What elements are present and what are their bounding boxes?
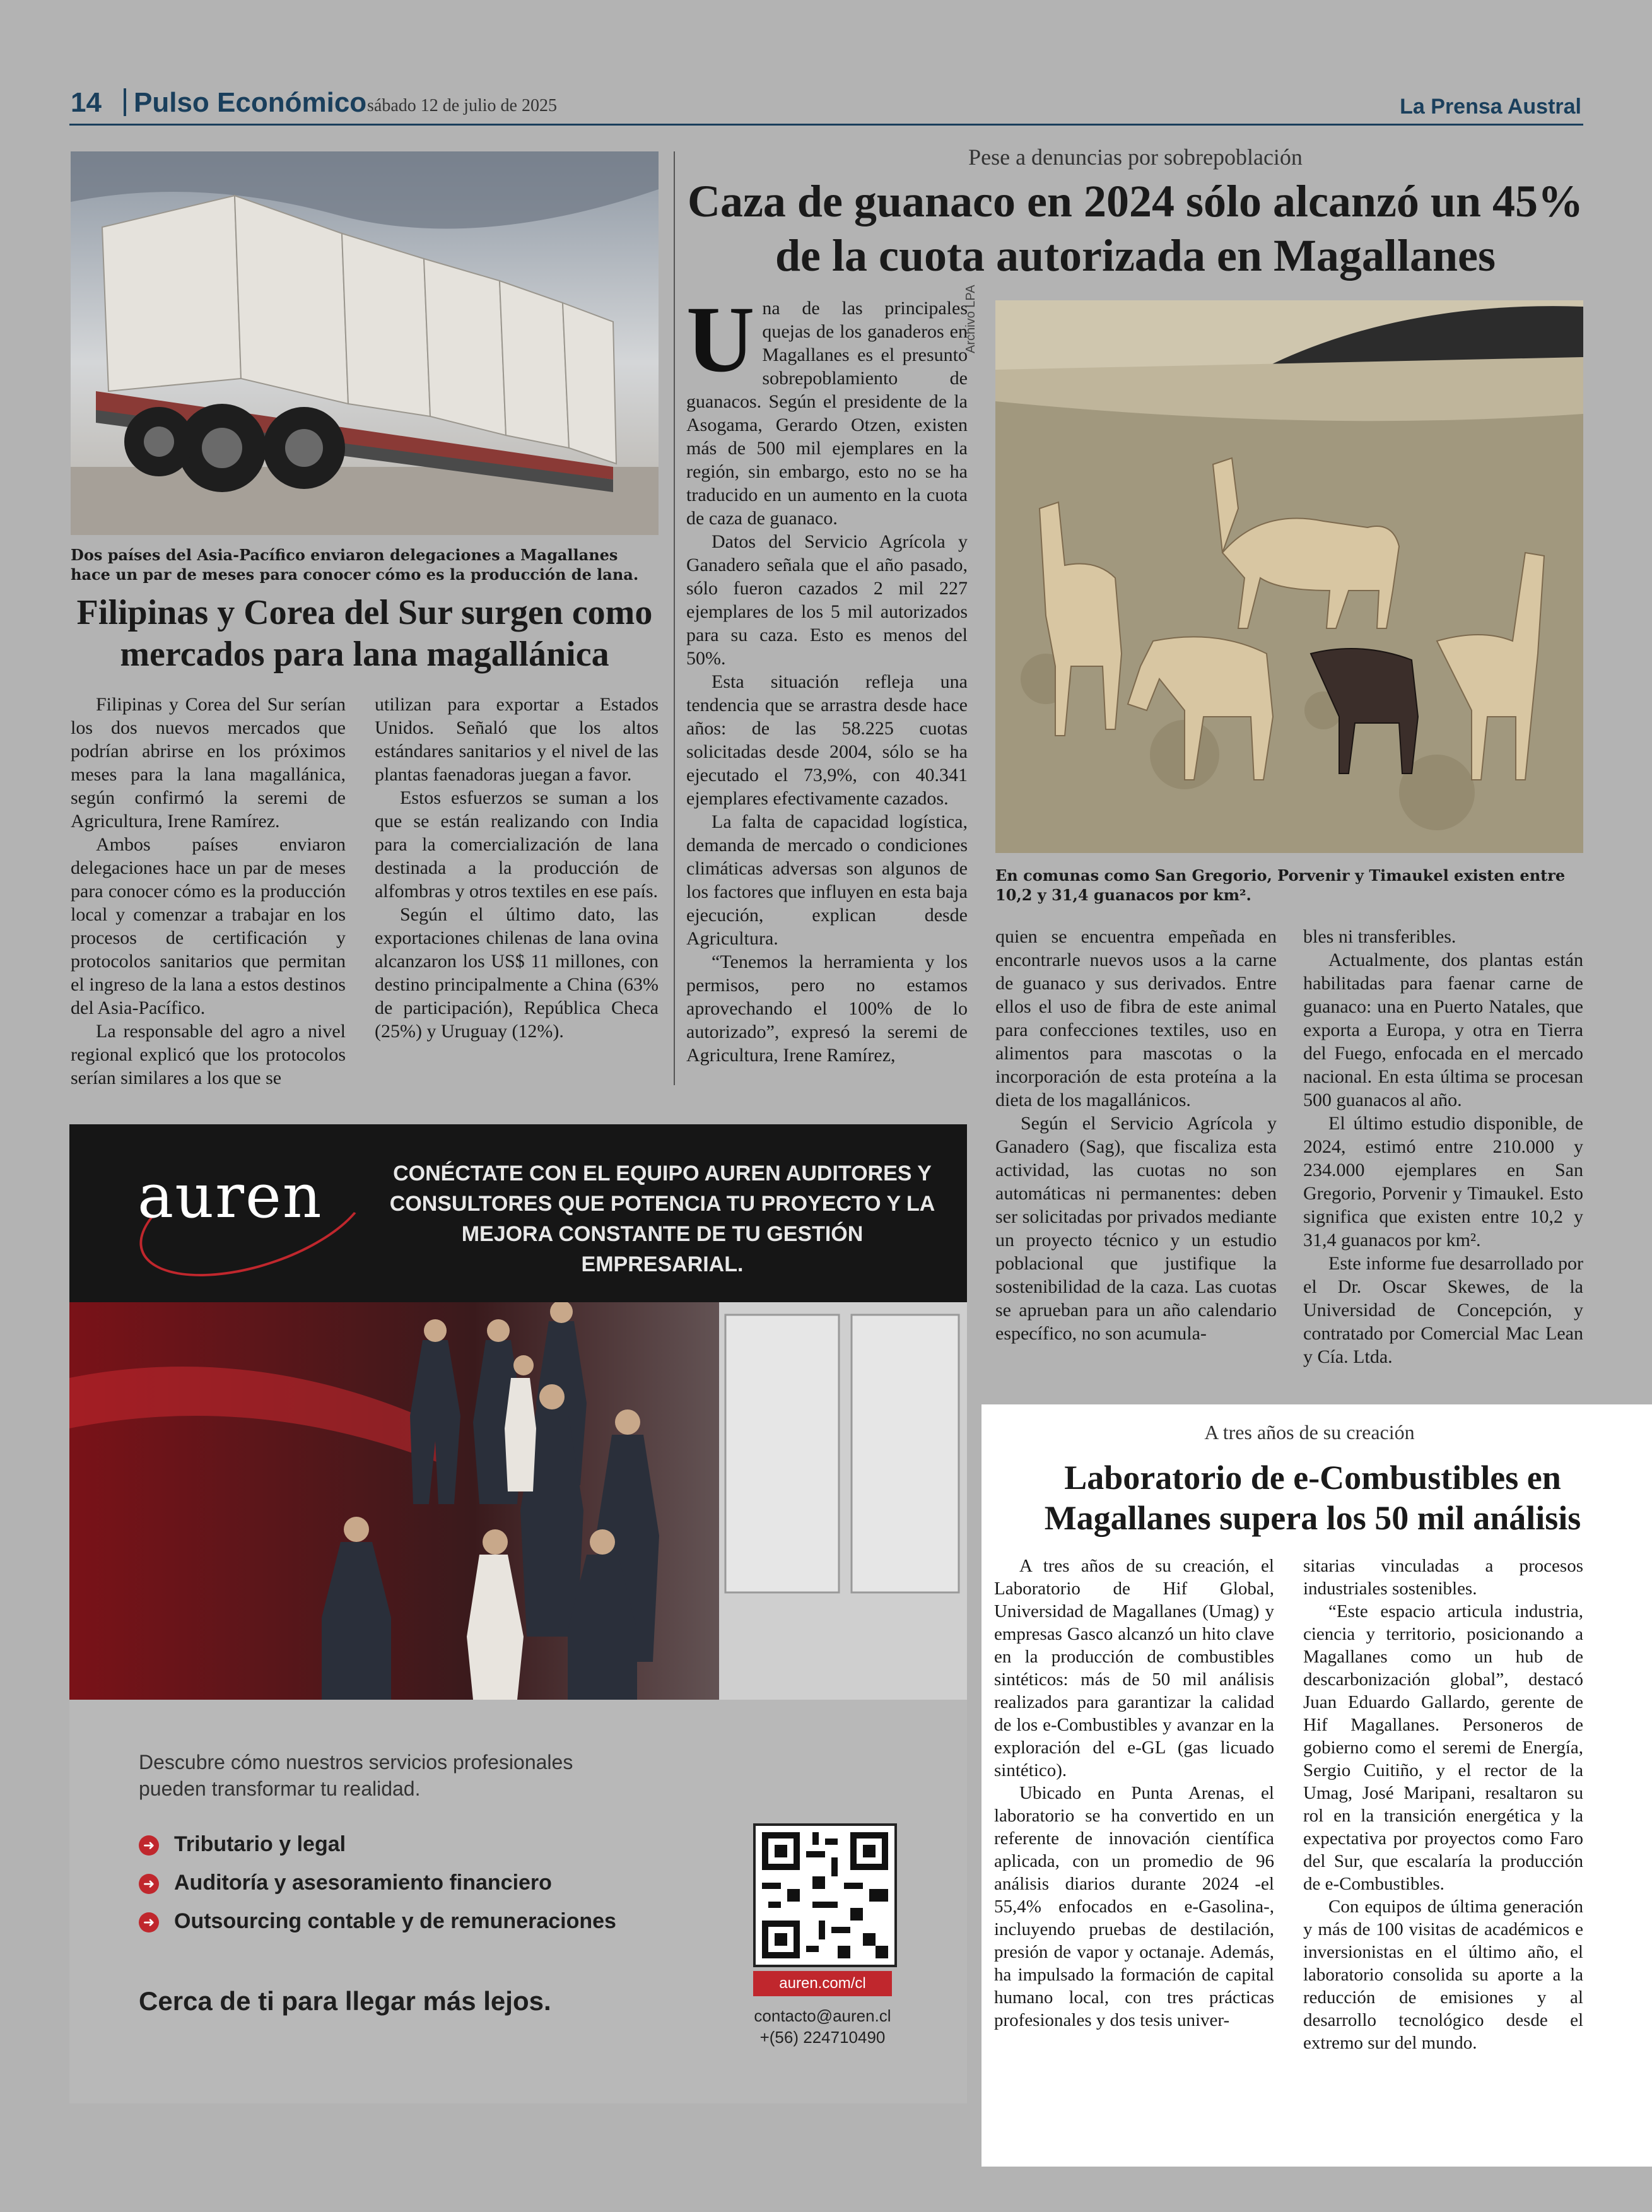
paragraph: “Este espacio articula industria, ciencia y territorio, posicionando a Magallanes como un hub de descarbonización global”, destacó Juan Eduardo Gallardo, gerente de Hif Magallanes. Personeros de gobierno como el seremi de Energía, Sergio Cuitiño, y el rector de la Umag, José Maripani, resaltaron su rol en la transición energética y la expectativa por proyectos como Faro del Sur, que escalaría la producción de e-Combustibles. (1303, 1601, 1583, 1894)
publication-name: La Prensa Austral (1400, 95, 1581, 119)
paragraph: Datos del Servicio Agrícola y Ganadero señala que el año pasado, sólo fueron cazados 2 mil 227 ejemplares de los 5 mil autorizados para su caza. Esto es menos del 50%. (686, 531, 968, 669)
paragraph: La responsable del agro a nivel regional explicó que los protocolos serían similares a los que se (71, 1021, 346, 1088)
arrow-right-icon: ➜ (139, 1912, 159, 1933)
service-item (139, 1832, 616, 1857)
wool-photo-caption: Dos países del Asia-Pacífico enviaron delegaciones a Magallanes hace un par de meses para conocer cómo es la producción de lana. (71, 546, 639, 584)
arrow-right-icon: ➜ (139, 1835, 159, 1856)
service-item (139, 1871, 616, 1895)
guanaco-article-col1 (686, 287, 968, 1067)
contact-phone: +(56) 224710490 (759, 2028, 886, 2047)
service-label: Auditoría y asesoramiento financiero (174, 1871, 552, 1895)
paragraph: utilizan para exportar a Estados Unidos. Señaló que los altos estándares sanitarios y el nivel de las plantas faenadoras juegan a favor. (375, 694, 659, 785)
paragraph: Según el Servicio Agrícola y Ganadero (Sag), que fiscaliza esta actividad, las cuotas no son automáticas ni permanentes: deben ser solicitadas por privados mediante un proyecto técnico y un estudio poblacional que justifique la sostenibilidad de la caza. Las cuotas se aprueban para un año calendario específico, no son acumula- (995, 1113, 1277, 1344)
paragraph: quien se encuentra empeñada en encontrarle nuevos usos a la carne de guanaco y sus derivados. Entre ellos el uso de fibra de este animal para confecciones textiles, uso en alimentos para mascotas o la incorporación de esta proteína a la dieta de los magallánicos. (995, 926, 1277, 1110)
paragraph: bles ni transferibles. (1303, 926, 1456, 947)
paragraph: Ambos países enviaron delegaciones hace un par de meses para conocer cómo es la producción local y comenzar a trabajar en los procesos de certificación y protocolos sanitarios que permitan el ingreso de la lana a estos destinos del Asia-Pacífico. (71, 834, 346, 1018)
paragraph: Ubicado en Punta Arenas, el laboratorio se ha convertido en un referente de innovación científica aplicada, con un promedio de 96 análisis diarios durante 2024 -el 55,4% enfocados en e-Gasolina-, incluyendo pruebas de destilación, presión de vapor y octanaje. Además, ha impulsado la formación de capital humano local, con tres prácticas profesionales y dos tesis univer- (994, 1783, 1274, 2030)
paragraph: na de las principales quejas de los ganaderos en Magallanes es el presunto sobrepoblamiento de guanacos. Según el presidente de la Asogama, Gerardo Otzen, existen más de 500 mil ejemplares en la región, sin embargo, esto no se ha traducido en un aumento en la cuota de caza de guanaco. (686, 298, 968, 529)
paragraph: El último estudio disponible, de 2024, estimó entre 210.000 y 234.000 ejemplares en San Gregorio, Porvenir y Timaukel. Esto significa que existen entre 10,2 y 31,4 guanacos por km². (1303, 1113, 1583, 1250)
service-label: Tributario y legal (174, 1832, 346, 1856)
arrow-right-icon: ➜ (139, 1874, 159, 1894)
paragraph: Este informe fue desarrollado por el Dr. Oscar Skewes, de la Universidad de Concepción, y contratado por Comercial Mac Lean y Cía. Ltda. (1303, 1253, 1583, 1367)
page-number: 14 (71, 87, 102, 118)
masthead-divider (124, 88, 126, 116)
website-button[interactable]: auren.com/cl (753, 1971, 892, 1996)
issue-date: sábado 12 de julio de 2025 (367, 96, 557, 115)
section-title: Pulso Económico (134, 87, 367, 118)
qr-code[interactable] (753, 1823, 897, 1967)
paragraph: Según el último dato, las exportaciones chilenas de lana ovina alcanzaron los US$ 11 millones, con destino principalmente a China (63% de participación), República Checa (25%) y Uruguay (12%). (375, 904, 659, 1042)
guanaco-photo (995, 300, 1583, 853)
guanaco-photo-credit: Archivo LPA (964, 285, 978, 353)
wool-truck-photo (71, 151, 659, 535)
ad-slogan: Cerca de ti para llegar más lejos. (139, 1986, 551, 2016)
guanaco-kicker: Pese a denuncias por sobrepoblación (968, 144, 1303, 170)
paragraph: La falta de capacidad logística, demanda de mercado o condiciones climáticas adversas son algunos de los factores que influyen en esta baja ejecución, explican desde Agricultura. (686, 811, 968, 949)
paragraph: sitarias vinculadas a procesos industriales sostenibles. (1303, 1556, 1583, 1599)
ad-tagline: CONÉCTATE CON EL EQUIPO AUREN AUDITORES Y CONSULTORES QUE POTENCIA TU PROYECTO Y LA MEJORA CONSTANTE DE TU GESTIÓN EMPRESARIAL. (389, 1162, 935, 1276)
contact-email[interactable]: contacto@auren.cl (754, 2006, 891, 2025)
lab-article-col2 (1303, 1555, 1583, 2054)
column-rule (674, 151, 675, 1085)
wool-article-col1 (71, 693, 346, 1090)
auren-logo: auren (138, 1161, 323, 1232)
wool-headline: Filipinas y Corea del Sur surgen como mercados para lana magallánica (76, 593, 653, 674)
ad-intro-text: Descubre cómo nuestros servicios profesionales pueden transformar tu realidad. (139, 1751, 573, 1800)
paragraph: Estos esfuerzos se suman a los que se están realizando con India para la comercialización de lana destinada a la producción de alfombras y otros textiles en ese país. (375, 787, 659, 902)
paragraph: Esta situación refleja una tendencia que se arrastra desde hace años: de las 58.225 cuotas solicitadas desde 2004, sólo se ha ejecutado el 73,9%, con 40.341 ejemplares efectivamente cazados. (686, 671, 968, 809)
paragraph: Filipinas y Corea del Sur serían los dos nuevos mercados que podrían abrirse en los próximos meses para la lana magallánica, según confirmó la seremi de Agricultura, Irene Ramírez. (71, 694, 346, 832)
service-list (139, 1832, 616, 1934)
paragraph: Con equipos de última generación y más de 100 visitas de académicos e inversionistas en el último año, el laboratorio consolida su aporte a la reducción de emisiones y al desarrollo tecnológico desde el extremo sur del mundo. (1303, 1897, 1583, 2053)
paragraph: A tres años de su creación, el Laboratorio de Hif Global, Universidad de Magallanes (Umag) y empresas Gasco alcanzó un hito clave en la producción de combustibles sintéticos: más de 50 mil análisis realizados para garantizar la calidad de los e-Combustibles y avanzar en la exploración del e-GL (gas licuado sintético). (994, 1556, 1274, 1780)
guanaco-article-col2 (995, 925, 1277, 1345)
guanaco-article-col3 (1303, 925, 1583, 1368)
guanaco-headline: Caza de guanaco en 2024 sólo alcanzó un 45% de la cuota autorizada en Magallanes (687, 176, 1584, 281)
paragraph: “Tenemos la herramienta y los permisos, pero no estamos aprovechando el 100% de lo autorizado”, expresó la seremi de Agricultura, Irene Ramírez, (686, 951, 968, 1066)
service-item (139, 1909, 616, 1934)
lab-headline: Laboratorio de e-Combustibles en Magallanes supera los 50 mil análisis (1044, 1459, 1581, 1537)
lab-article-col1 (994, 1555, 1274, 2032)
masthead-rule (69, 124, 1583, 126)
guanaco-photo-caption: En comunas como San Gregorio, Porvenir y Timaukel existen entre 10,2 y 31,4 guanacos por km². (995, 866, 1566, 904)
wool-article-col2 (375, 693, 659, 1043)
paragraph: Actualmente, dos plantas están habilitadas para faenar carne de guanaco: una en Puerto Natales, que exporta a Europa, y otra en Tierra del Fuego, enfocada en el mercado nacional. En esta última se procesan 500 guanacos al año. (1303, 950, 1583, 1110)
lab-kicker: A tres años de su creación (1204, 1421, 1415, 1444)
drop-cap: U (686, 287, 755, 392)
ad-business-people-photo (69, 1302, 967, 1700)
service-label: Outsourcing contable y de remuneraciones (174, 1909, 616, 1933)
